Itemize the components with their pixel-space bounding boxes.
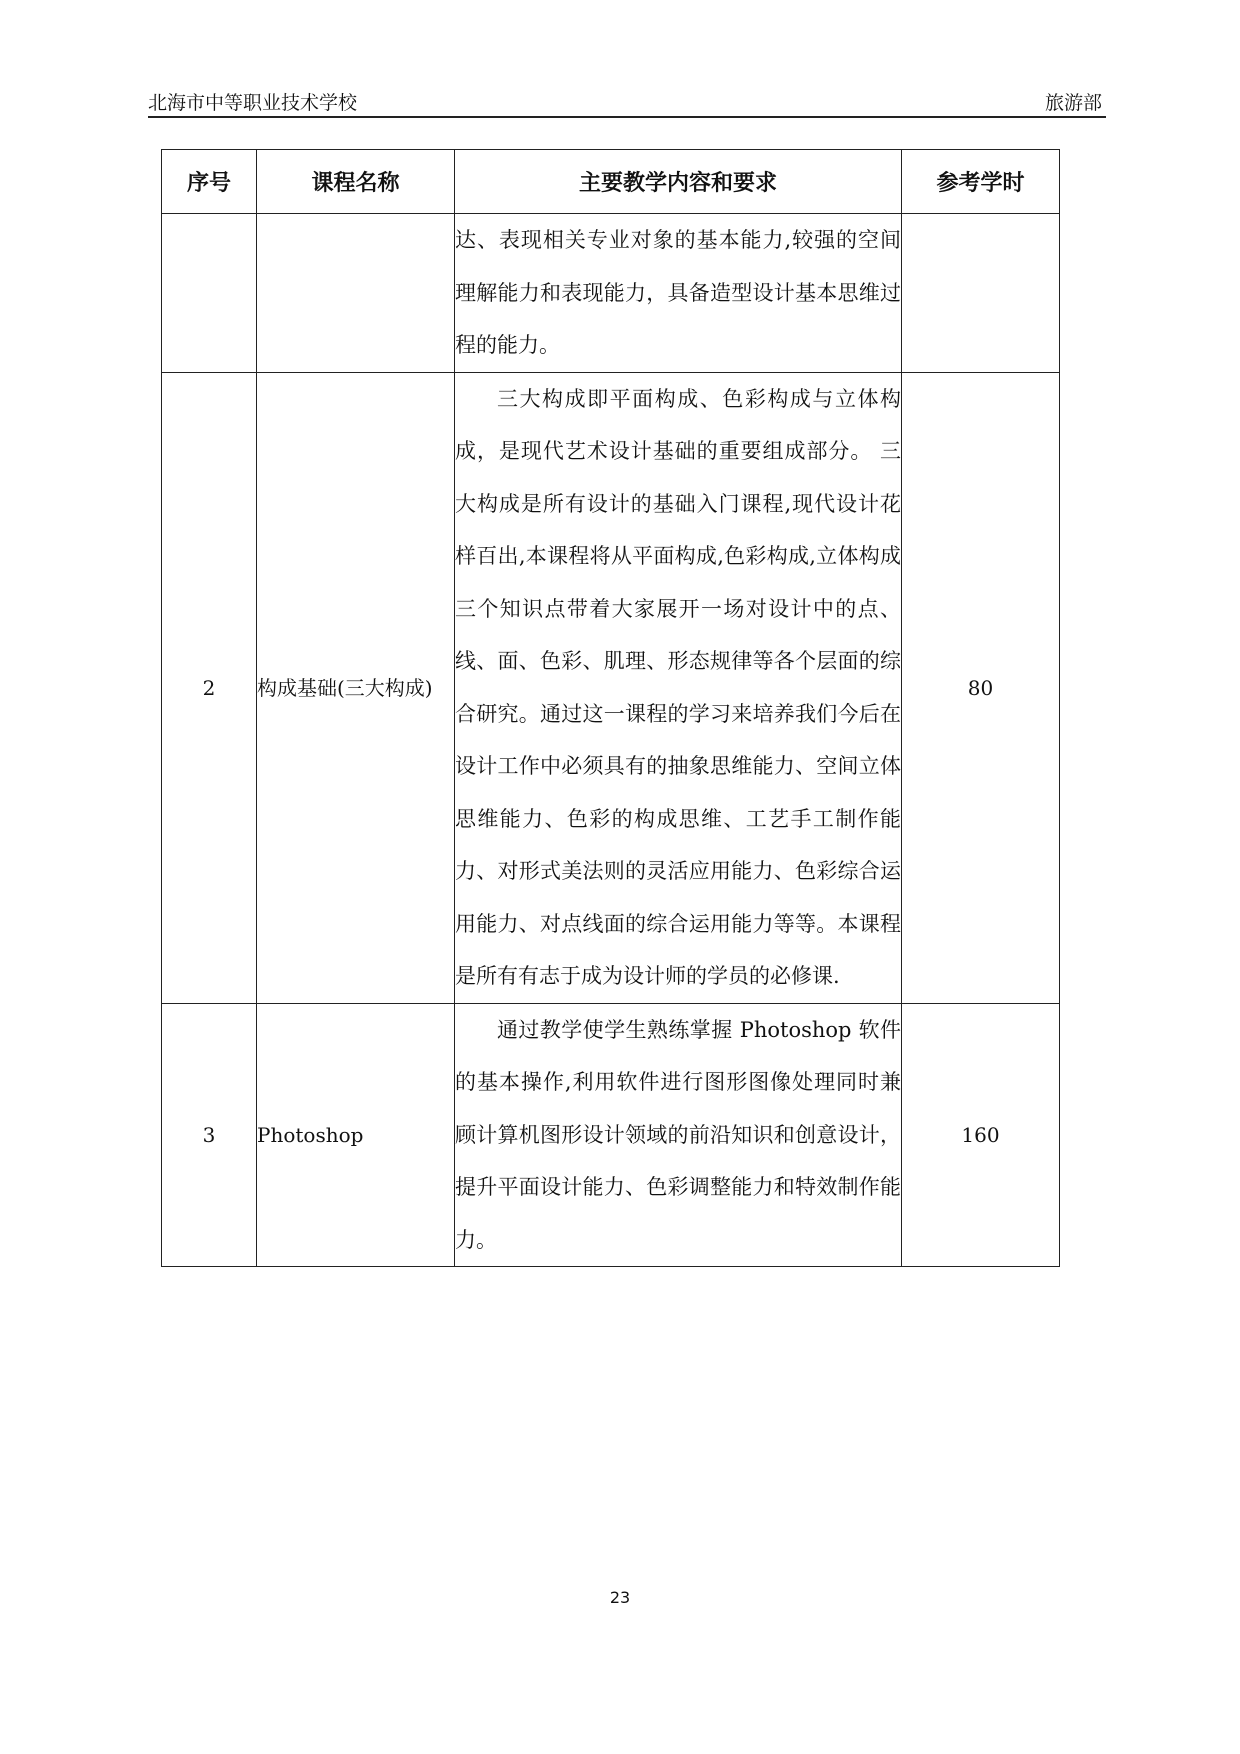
page-number: 23 (609, 1588, 631, 1607)
table-row (162, 1003, 1060, 1267)
row-course-content: 通过教学使学生熟练掌握 Photoshop 软件的基本操作,利用软件进行图形图像处理同时兼顾计算机图形设计领域的前沿知识和创意设计，提升平面设计能力、色彩调整能力和特效制作能力。 (455, 1003, 902, 1267)
row-num: 2 (162, 372, 257, 1003)
row-course-name: 构成基础(三大构成) (257, 372, 455, 1003)
course-table (161, 149, 1060, 1267)
page-header (148, 88, 1106, 118)
table-row (162, 214, 1060, 373)
school-name: 北海市中等职业技术学校 (148, 92, 358, 114)
table-header-row (162, 150, 1060, 214)
column-header-num: 序号 (162, 150, 257, 214)
row-course-name: Photoshop (257, 1003, 455, 1267)
column-header-hours: 参考学时 (902, 150, 1060, 214)
row-course-content: 三大构成即平面构成、色彩构成与立体构成，是现代艺术设计基础的重要组成部分。 三大构成是所有设计的基础入门课程,现代设计花样百出,本课程将从平面构成,色彩构成,立体构成三个知识点带着大家展开一场对设计中的点、线、面、色彩、肌理、形态规律等各个层面的综合研究。通过这一课程的学习来培养我们今后在设计工作中必须具有的抽象思维能力、空间立体思维能力、色彩的构成思维、工艺手工制作能力、对形式美法则的灵活应用能力、色彩综合运用能力、对点线面的综合运用能力等等。本课程是所有有志于成为设计师的学员的必修课. (455, 372, 902, 1003)
row-course-name (257, 214, 455, 373)
column-header-content: 主要教学内容和要求 (455, 150, 902, 214)
row-num: 3 (162, 1003, 257, 1267)
row-num (162, 214, 257, 373)
column-header-name: 课程名称 (257, 150, 455, 214)
department-name: 旅游部 (1044, 92, 1102, 114)
table-row (162, 372, 1060, 1003)
row-hours: 80 (902, 372, 1060, 1003)
row-hours: 160 (902, 1003, 1060, 1267)
row-course-content: 达、表现相关专业对象的基本能力,较强的空间理解能力和表现能力，具备造型设计基本思维过程的能力。 (455, 214, 902, 373)
row-hours (902, 214, 1060, 373)
